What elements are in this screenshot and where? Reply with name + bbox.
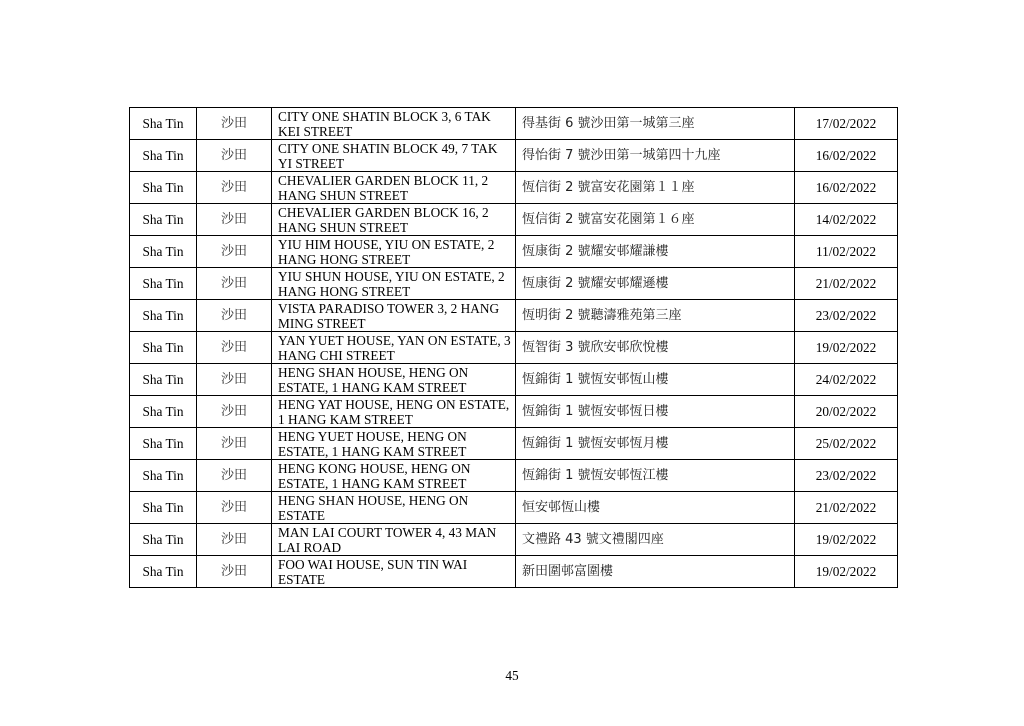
- date-cell: 17/02/2022: [795, 108, 898, 140]
- district-en-cell: Sha Tin: [130, 460, 197, 492]
- address-en-cell: HENG SHAN HOUSE, HENG ON ESTATE, 1 HANG KAM STREET: [272, 364, 516, 396]
- address-en-cell: HENG SHAN HOUSE, HENG ON ESTATE: [272, 492, 516, 524]
- address-en-cell: FOO WAI HOUSE, SUN TIN WAI ESTATE: [272, 556, 516, 588]
- date-cell: 21/02/2022: [795, 268, 898, 300]
- district-en-cell: Sha Tin: [130, 172, 197, 204]
- date-cell: 19/02/2022: [795, 332, 898, 364]
- date-cell: 21/02/2022: [795, 492, 898, 524]
- address-en-cell: YIU SHUN HOUSE, YIU ON ESTATE, 2 HANG HONG STREET: [272, 268, 516, 300]
- table-row: [130, 492, 898, 524]
- address-en-cell: MAN LAI COURT TOWER 4, 43 MAN LAI ROAD: [272, 524, 516, 556]
- district-zh-cell: 沙田: [197, 204, 272, 236]
- date-cell: 24/02/2022: [795, 364, 898, 396]
- district-zh-cell: 沙田: [197, 460, 272, 492]
- address-zh-cell: 恆錦街 1 號恆安邨恆江樓: [516, 460, 795, 492]
- district-zh-cell: 沙田: [197, 172, 272, 204]
- district-en-cell: Sha Tin: [130, 364, 197, 396]
- address-en-cell: HENG YUET HOUSE, HENG ON ESTATE, 1 HANG KAM STREET: [272, 428, 516, 460]
- table-row: [130, 140, 898, 172]
- district-zh-cell: 沙田: [197, 300, 272, 332]
- date-cell: 14/02/2022: [795, 204, 898, 236]
- table-row: [130, 268, 898, 300]
- address-en-cell: CITY ONE SHATIN BLOCK 49, 7 TAK YI STREET: [272, 140, 516, 172]
- address-zh-cell: 恆明街 2 號聽濤雅苑第三座: [516, 300, 795, 332]
- table-row: [130, 460, 898, 492]
- district-zh-cell: 沙田: [197, 492, 272, 524]
- address-zh-cell: 恆錦街 1 號恆安邨恆山樓: [516, 364, 795, 396]
- table-body: [130, 108, 898, 588]
- address-zh-cell: 恆信街 2 號富安花園第１６座: [516, 204, 795, 236]
- address-zh-cell: 恆信街 2 號富安花園第１１座: [516, 172, 795, 204]
- address-en-cell: CHEVALIER GARDEN BLOCK 16, 2 HANG SHUN STREET: [272, 204, 516, 236]
- table-row: [130, 332, 898, 364]
- district-en-cell: Sha Tin: [130, 492, 197, 524]
- district-en-cell: Sha Tin: [130, 268, 197, 300]
- date-cell: 16/02/2022: [795, 172, 898, 204]
- table-row: [130, 108, 898, 140]
- address-en-cell: YIU HIM HOUSE, YIU ON ESTATE, 2 HANG HONG STREET: [272, 236, 516, 268]
- district-zh-cell: 沙田: [197, 268, 272, 300]
- date-cell: 25/02/2022: [795, 428, 898, 460]
- address-zh-cell: 恆智街 3 號欣安邨欣悅樓: [516, 332, 795, 364]
- table-row: [130, 428, 898, 460]
- page-number: 45: [505, 668, 519, 683]
- address-zh-cell: 文禮路 43 號文禮閣四座: [516, 524, 795, 556]
- date-cell: 19/02/2022: [795, 556, 898, 588]
- date-cell: 19/02/2022: [795, 524, 898, 556]
- address-zh-cell: 恆康街 2 號耀安邨耀謙樓: [516, 236, 795, 268]
- table-row: [130, 204, 898, 236]
- district-en-cell: Sha Tin: [130, 300, 197, 332]
- district-zh-cell: 沙田: [197, 140, 272, 172]
- address-zh-cell: 得基街 6 號沙田第一城第三座: [516, 108, 795, 140]
- address-zh-cell: 新田圍邨富圍樓: [516, 556, 795, 588]
- address-zh-cell: 得怡街 7 號沙田第一城第四十九座: [516, 140, 795, 172]
- address-zh-cell: 恆康街 2 號耀安邨耀遜樓: [516, 268, 795, 300]
- district-zh-cell: 沙田: [197, 524, 272, 556]
- address-zh-cell: 恒安邨恆山樓: [516, 492, 795, 524]
- table-row: [130, 524, 898, 556]
- table-row: [130, 396, 898, 428]
- district-zh-cell: 沙田: [197, 428, 272, 460]
- address-en-cell: CHEVALIER GARDEN BLOCK 11, 2 HANG SHUN STREET: [272, 172, 516, 204]
- address-en-cell: HENG KONG HOUSE, HENG ON ESTATE, 1 HANG KAM STREET: [272, 460, 516, 492]
- district-zh-cell: 沙田: [197, 556, 272, 588]
- district-zh-cell: 沙田: [197, 364, 272, 396]
- table-row: [130, 556, 898, 588]
- address-zh-cell: 恆錦街 1 號恆安邨恆月樓: [516, 428, 795, 460]
- building-list-table: [129, 107, 898, 588]
- date-cell: 23/02/2022: [795, 300, 898, 332]
- district-zh-cell: 沙田: [197, 396, 272, 428]
- address-en-cell: VISTA PARADISO TOWER 3, 2 HANG MING STREET: [272, 300, 516, 332]
- district-zh-cell: 沙田: [197, 108, 272, 140]
- district-en-cell: Sha Tin: [130, 396, 197, 428]
- table-row: [130, 236, 898, 268]
- district-en-cell: Sha Tin: [130, 556, 197, 588]
- date-cell: 11/02/2022: [795, 236, 898, 268]
- address-en-cell: YAN YUET HOUSE, YAN ON ESTATE, 3 HANG CHI STREET: [272, 332, 516, 364]
- district-en-cell: Sha Tin: [130, 204, 197, 236]
- district-en-cell: Sha Tin: [130, 108, 197, 140]
- district-zh-cell: 沙田: [197, 236, 272, 268]
- address-zh-cell: 恆錦街 1 號恆安邨恆日樓: [516, 396, 795, 428]
- table-row: [130, 172, 898, 204]
- address-en-cell: HENG YAT HOUSE, HENG ON ESTATE, 1 HANG KAM STREET: [272, 396, 516, 428]
- table-row: [130, 364, 898, 396]
- district-en-cell: Sha Tin: [130, 332, 197, 364]
- district-en-cell: Sha Tin: [130, 524, 197, 556]
- date-cell: 20/02/2022: [795, 396, 898, 428]
- district-en-cell: Sha Tin: [130, 140, 197, 172]
- date-cell: 23/02/2022: [795, 460, 898, 492]
- district-en-cell: Sha Tin: [130, 236, 197, 268]
- date-cell: 16/02/2022: [795, 140, 898, 172]
- table-row: [130, 300, 898, 332]
- district-zh-cell: 沙田: [197, 332, 272, 364]
- district-en-cell: Sha Tin: [130, 428, 197, 460]
- address-en-cell: CITY ONE SHATIN BLOCK 3, 6 TAK KEI STREET: [272, 108, 516, 140]
